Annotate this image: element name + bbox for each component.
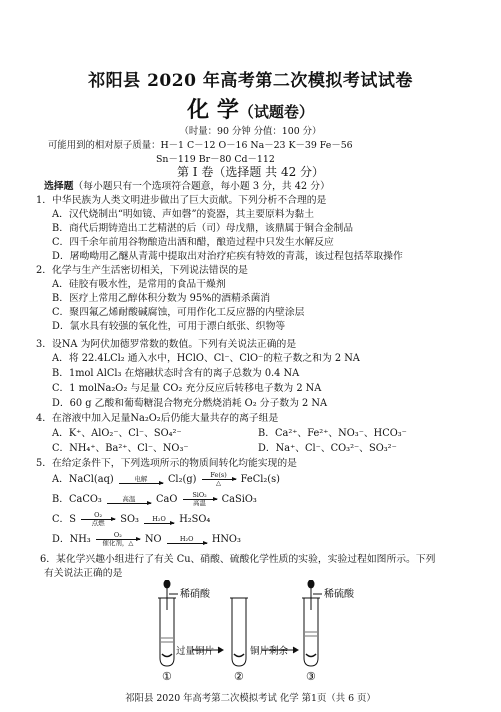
q4-stem: 4．在溶液中加入足量Na₂O₂后仍能大量共存的离子组是 [36, 413, 279, 424]
q5b-arrow2 [183, 492, 217, 507]
q5d-species3: HNO₃ [211, 534, 241, 545]
q5-stem: 5．在给定条件下，下列选项所示的物质间转化均能实现的是 [36, 458, 297, 469]
q5b-species2: CaO [156, 494, 178, 505]
subject-main: 化 学 [187, 97, 239, 123]
q5d-species2: NO [144, 534, 162, 545]
q5b-arrow2-bottom: 高温 [193, 499, 207, 507]
tube-label-2: ② [234, 670, 244, 683]
section-heading: 第 I 卷（选择题 共 42 分） [176, 165, 325, 179]
q1-option-b: B．商代后期铸造出工艺精湛的后（司）母戊鼎，该鼎属于铜合金制品 [52, 223, 354, 234]
q5d-arrow1-top: O₂ [113, 531, 122, 539]
tube-label-1: ① [162, 670, 172, 683]
q5a-arrow2-bottom: △ [216, 479, 222, 487]
q4-option-a: A．K⁺、AlO₂⁻、Cl⁻、SO₄²⁻ [52, 428, 182, 439]
test-tube-2 [230, 598, 248, 666]
q5c-species2: SO₃ [120, 514, 139, 525]
q5d-arrow2 [167, 536, 207, 544]
q5d-species1: NH₃ [69, 534, 91, 545]
q5a-arrow2-top: Fe(s) [210, 471, 227, 479]
q3-option-b: B．1mol AlCl₃ 在熔融状态时含有的离子总数为 0.4 NA [52, 368, 300, 379]
q3-stem: 3．设NA 为阿伏加德罗常数的数值。下列有关说法正确的是 [36, 339, 297, 350]
q5c-arrow2-top: H₂O [152, 514, 166, 523]
q5a-species1: NaCl(aq) [68, 474, 114, 485]
q5a-species3: FeCl₂(s) [240, 474, 280, 485]
q1-option-d: D．屠呦呦用乙醚从青蒿中提取出对治疗疟疾有特效的青蒿，该过程包括萃取操作 [52, 251, 403, 262]
instruction-bold: 选择题 [44, 181, 74, 192]
q2-option-c: C．聚四氟乙烯耐酸碱腐蚀，可用作化工反应器的内壁涂层 [52, 307, 305, 318]
atomic-masses-line2: Sn－119 Br－80 Cd－112 [156, 154, 275, 165]
subject-title [0, 93, 501, 124]
q1-stem: 1．中华民族为人类文明进步做出了巨大贡献。下列分析不合理的是 [36, 195, 327, 206]
q5a-arrow2 [202, 472, 236, 487]
q2-option-a: A．硅胶有吸水性，是常用的食品干燥剂 [52, 279, 226, 290]
q2-option-b: B．医疗上常用乙醇体积分数为 95%的酒精杀菌消 [52, 293, 271, 304]
q5c-arrow1-bottom: 点燃 [91, 519, 105, 527]
label-dilute-nitric-acid: 稀硝酸 [180, 589, 210, 600]
q5a-arrow1-top: 电解 [134, 474, 148, 483]
q4-option-d: D．Na⁺、Cl⁻、CO₃²⁻、SO₃²⁻ [258, 443, 397, 454]
q3-option-d: D．60 g 乙酸和葡萄糖混合物充分燃烧消耗 O₂ 分子数为 2 NA [52, 398, 328, 409]
q3-option-c: C．1 molNa₂O₂ 与足量 CO₂ 充分反应后转移电子数为 2 NA [52, 383, 322, 394]
q1-option-a: A．汉代烧制出“明如镜、声如磬”的瓷器，其主要原料为黏土 [52, 209, 315, 220]
q5d-arrow2-top: H₂O [179, 534, 194, 543]
q5c-label: C． [52, 514, 70, 525]
q5-option-c [52, 512, 210, 527]
exam-title: 祁阳县 2020 年高考第二次模拟考试试卷 [88, 71, 413, 91]
instruction [44, 180, 330, 193]
tube-label-3: ③ [306, 670, 316, 683]
q6-stem-line2: 有关说法正确的是 [44, 568, 123, 579]
q5a-label: A． [52, 474, 69, 485]
q4-option-c: C．NH₄⁺、Ba²⁺、Cl⁻、NO₃⁻ [52, 443, 189, 454]
label-copper-remaining: 铜片剩余 [250, 646, 289, 657]
q5b-species1: CaCO₃ [69, 494, 102, 505]
q2-option-d: D．氯水具有较强的氧化性，可用于漂白纸张、织物等 [52, 321, 286, 332]
subject-paren: （试题卷） [238, 103, 314, 121]
q5d-arrow1 [96, 532, 140, 547]
q5b-arrow1-top: 高温 [122, 494, 136, 503]
q4-option-b: B．Ca²⁺、Fe²⁺、NO₃⁻、HCO₃⁻ [258, 428, 407, 439]
q5-option-d [52, 532, 241, 547]
q6-stem-line1: 6．某化学兴趣小组进行了有关 Cu、硝酸、硫酸化学性质的实验，实验过程如图所示。下列 [40, 554, 436, 565]
q5c-species3: H₂SO₄ [179, 514, 211, 525]
q1-option-c: C．四千余年前用谷物酿造出酒和醋，酿造过程中只发生水解反应 [52, 237, 334, 248]
q5c-arrow1 [81, 512, 115, 527]
experiment-figure [140, 580, 380, 684]
q5a-species2: Cl₂(g) [167, 474, 197, 485]
atomic-masses-line1: 可能用到的相对原子质量：H－1 C－12 O－16 Na－23 K－39 Fe－56 [48, 140, 353, 151]
q5d-label: D． [52, 534, 70, 545]
time-score: （时量：90 分钟 分值：100 分） [179, 126, 322, 137]
q5-option-a [52, 472, 280, 487]
label-excess-copper: 过量铜片 [176, 646, 215, 657]
q5-option-b [52, 492, 257, 507]
q5b-species3: CaSiO₃ [221, 494, 257, 505]
q5c-arrow2 [144, 516, 174, 524]
q5d-arrow1-bottom: 催化剂，△ [102, 539, 134, 547]
q5a-arrow1 [119, 476, 163, 484]
q5b-arrow2-top: SiO₂ [192, 491, 207, 499]
label-dilute-sulfuric-acid: 稀硫酸 [324, 589, 354, 600]
instruction-rest: （每小题只有一个选项符合题意，每小题 3 分，共 42 分） [73, 181, 330, 192]
q2-stem: 2．化学与生产生活密切相关，下列说法错误的是 [36, 265, 248, 276]
q5c-species1: S [69, 514, 77, 525]
q5c-arrow1-top: O₂ [94, 511, 103, 519]
q5b-arrow1 [107, 496, 151, 504]
q3-option-a: A．将 22.4LCl₂ 通入水中，HClO、Cl⁻、ClO⁻的粒子数之和为 2 NA [52, 353, 360, 364]
page-footer: 祁阳县 2020 年高考第二次模拟考试 化学 第1页（共 6 页） [125, 693, 376, 704]
q5b-label: B． [52, 494, 69, 505]
dropper-2 [308, 580, 322, 610]
dropper-1 [164, 580, 178, 610]
